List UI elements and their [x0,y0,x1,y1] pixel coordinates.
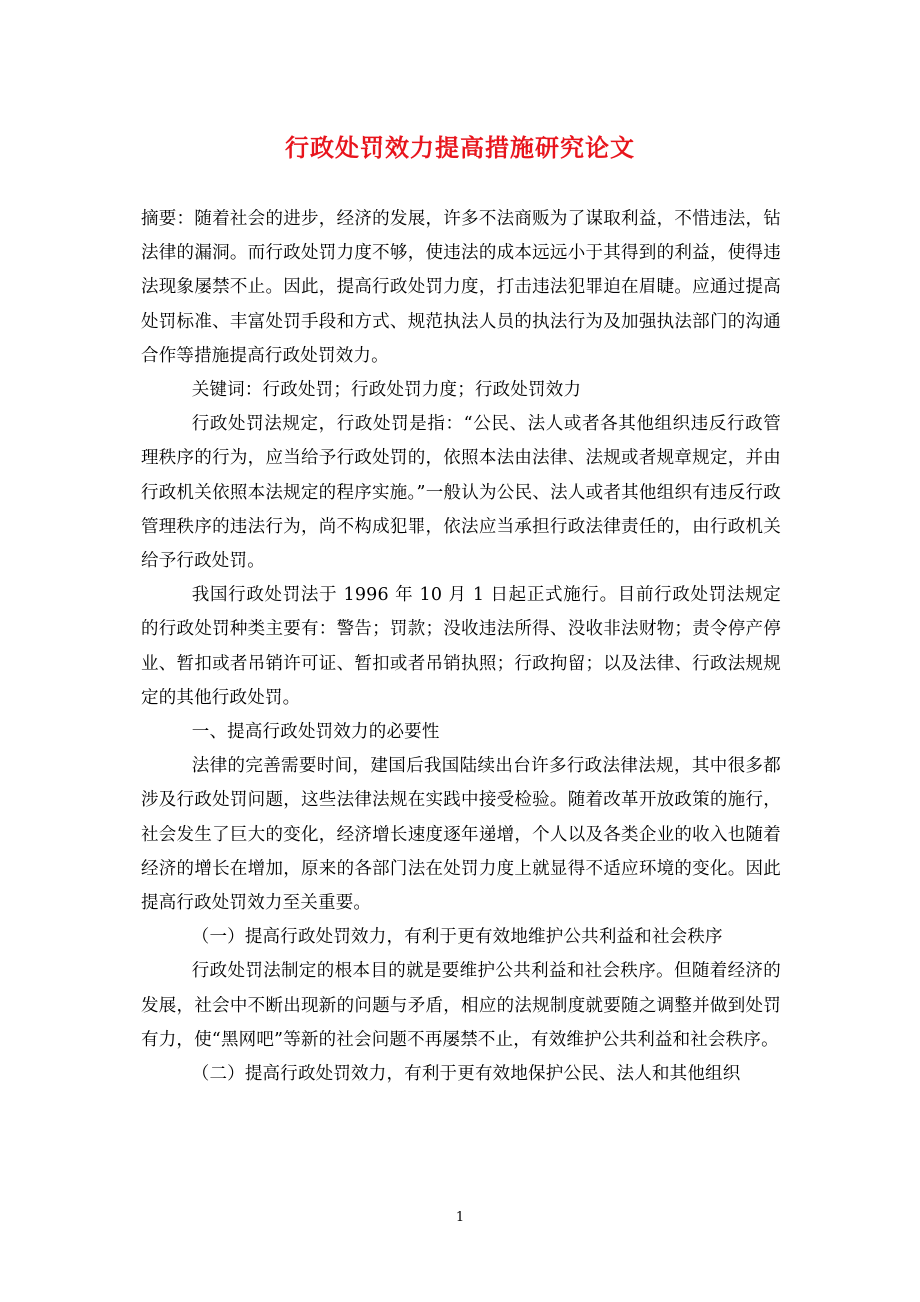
keywords-paragraph: 关键词：行政处罚；行政处罚力度；行政处罚效力 [191,380,582,401]
section-heading-1: 一、提高行政处罚效力的必要性 [191,722,440,743]
public-interest-paragraph: 行政处罚法制定的根本目的就是要维护公共利益和社会秩序。但随着经济的发展，社会中不断出现新的问题与矛盾，相应的法规制度就要随之调整并做到处罚有力，使“黑网吧”等新的社会问题不再屡禁不止，有效维护公共利益和社会秩序。 [141,961,781,1050]
definition-paragraph: 行政处罚法规定，行政处罚是指：“公民、法人或者各其他组织违反行政管理秩序的行为，应当给予行政处罚的，依照本法由法律、法规或者规章规定，并由行政机关依照本法规定的程序实施。”一般认为公民、法人或者其他组织有违反行政管理秩序的违法行为，尚不构成犯罪，依法应当承担行政法律责任的，由行政机关给予行政处罚。 [141,414,781,572]
penalty-types-paragraph: 我国行政处罚法于 1996 年 10 月 1 日起正式施行。目前行政处罚法规定的行政处罚种类主要有：警告；罚款；没收违法所得、没收非法财物；责令停产停业、暂扣或者吊销许可证、暂扣或者吊销执照；行政拘留；以及法律、行政法规规定的其他行政处罚。 [141,585,781,708]
document-body [141,202,781,1091]
page-number: 1 [455,1210,465,1225]
abstract-paragraph: 摘要：随着社会的进步，经济的发展，许多不法商贩为了谋取利益，不惜违法，钻法律的漏洞。而行政处罚力度不够，使违法的成本远远小于其得到的利益，使得违法现象屡禁不止。因此，提高行政处罚力度，打击违法犯罪迫在眉睫。应通过提高处罚标准、丰富处罚手段和方式、规范执法人员的执法行为及加强执法部门的沟通合作等措施提高行政处罚效力。 [141,209,781,366]
subsection-heading-1: （一）提高行政处罚效力，有利于更有效地维护公共利益和社会秩序 [191,927,723,948]
document-title: 行政处罚效力提高措施研究论文 [285,133,635,162]
subsection-heading-2: （二）提高行政处罚效力，有利于更有效地保护公民、法人和其他组织 [191,1064,741,1085]
necessity-paragraph: 法律的完善需要时间，建国后我国陆续出台许多行政法律法规，其中很多都涉及行政处罚问题，这些法律法规在实践中接受检验。随着改革开放政策的施行，社会发生了巨大的变化，经济增长速度逐年递增，个人以及各类企业的收入也随着经济的增长在增加，原来的各部门法在处罚力度上就显得不适应环境的变化。因此提高行政处罚效力至关重要。 [141,756,781,914]
